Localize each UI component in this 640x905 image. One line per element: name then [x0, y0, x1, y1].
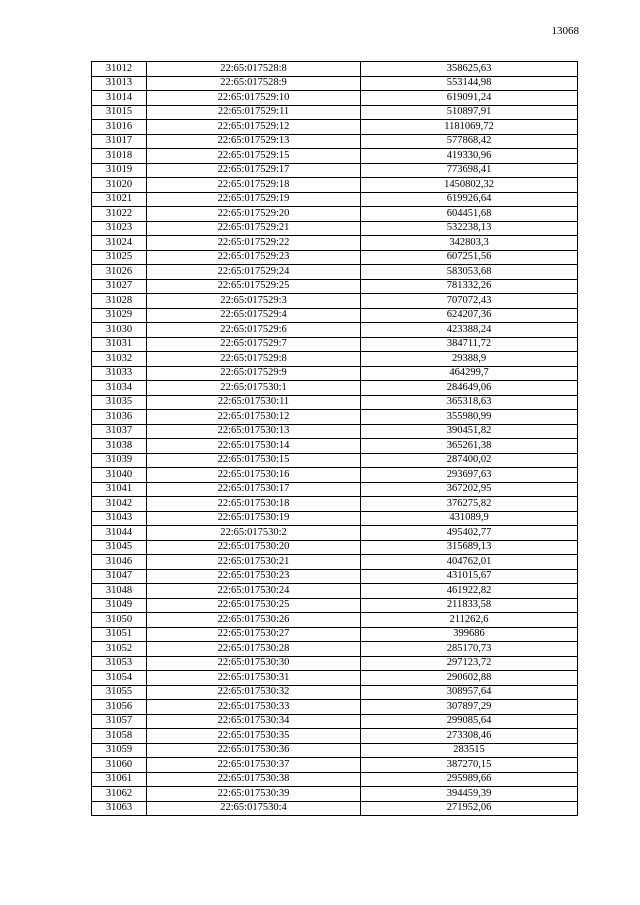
cadastral-number-cell: 22:65:017530:39 [147, 787, 361, 802]
cadastral-number-cell: 22:65:017530:25 [147, 598, 361, 613]
table-row [92, 729, 578, 744]
cadastral-number-cell: 22:65:017530:34 [147, 714, 361, 729]
table-row [92, 482, 578, 497]
cadastral-value-cell: 781332,26 [361, 279, 578, 294]
cadastral-value-cell: 358625,63 [361, 62, 578, 77]
cadastral-value-cell: 387270,15 [361, 758, 578, 773]
row-number-cell: 31047 [92, 569, 147, 584]
cadastral-number-cell: 22:65:017530:2 [147, 526, 361, 541]
cadastral-number-cell: 22:65:017529:10 [147, 91, 361, 106]
table-row [92, 250, 578, 265]
cadastral-value-cell: 619091,24 [361, 91, 578, 106]
cadastral-value-cell: 464299,7 [361, 366, 578, 381]
row-number-cell: 31022 [92, 207, 147, 222]
cadastral-number-cell: 22:65:017529:13 [147, 134, 361, 149]
cadastral-number-cell: 22:65:017530:32 [147, 685, 361, 700]
row-number-cell: 31024 [92, 236, 147, 251]
page-number: 13068 [551, 25, 579, 37]
cadastral-value-cell: 273308,46 [361, 729, 578, 744]
table-row [92, 497, 578, 512]
cadastral-number-cell: 22:65:017529:21 [147, 221, 361, 236]
cadastral-value-cell: 419330,96 [361, 149, 578, 164]
cadastral-number-cell: 22:65:017529:11 [147, 105, 361, 120]
row-number-cell: 31061 [92, 772, 147, 787]
table-row [92, 642, 578, 657]
row-number-cell: 31056 [92, 700, 147, 715]
row-number-cell: 31023 [92, 221, 147, 236]
table-row [92, 207, 578, 222]
table-row [92, 381, 578, 396]
row-number-cell: 31035 [92, 395, 147, 410]
cadastral-number-cell: 22:65:017530:35 [147, 729, 361, 744]
row-number-cell: 31048 [92, 584, 147, 599]
cadastral-value-cell: 211262,6 [361, 613, 578, 628]
row-number-cell: 31042 [92, 497, 147, 512]
cadastral-number-cell: 22:65:017529:3 [147, 294, 361, 309]
cadastral-number-cell: 22:65:017530:26 [147, 613, 361, 628]
cadastral-value-cell: 394459,39 [361, 787, 578, 802]
row-number-cell: 31034 [92, 381, 147, 396]
table-row [92, 366, 578, 381]
cadastral-value-cell: 604451,68 [361, 207, 578, 222]
row-number-cell: 31050 [92, 613, 147, 628]
cadastral-value-cell: 510897,91 [361, 105, 578, 120]
table-row [92, 627, 578, 642]
cadastral-number-cell: 22:65:017529:22 [147, 236, 361, 251]
cadastral-value-cell: 293697,63 [361, 468, 578, 483]
cadastral-value-table [91, 61, 578, 816]
table-row [92, 511, 578, 526]
cadastral-number-cell: 22:65:017529:15 [147, 149, 361, 164]
table-row [92, 714, 578, 729]
table-body [92, 62, 578, 816]
cadastral-value-cell: 431015,67 [361, 569, 578, 584]
cadastral-number-cell: 22:65:017530:18 [147, 497, 361, 512]
table-row [92, 105, 578, 120]
table-row [92, 221, 578, 236]
cadastral-number-cell: 22:65:017529:8 [147, 352, 361, 367]
table-row [92, 801, 578, 816]
table-row [92, 468, 578, 483]
cadastral-number-cell: 22:65:017530:19 [147, 511, 361, 526]
cadastral-number-cell: 22:65:017530:27 [147, 627, 361, 642]
cadastral-number-cell: 22:65:017529:4 [147, 308, 361, 323]
cadastral-value-cell: 29388,9 [361, 352, 578, 367]
table-row [92, 178, 578, 193]
row-number-cell: 31055 [92, 685, 147, 700]
row-number-cell: 31057 [92, 714, 147, 729]
table-row [92, 279, 578, 294]
cadastral-value-cell: 284649,06 [361, 381, 578, 396]
cadastral-value-cell: 367202,95 [361, 482, 578, 497]
row-number-cell: 31027 [92, 279, 147, 294]
cadastral-value-cell: 532238,13 [361, 221, 578, 236]
cadastral-number-cell: 22:65:017530:1 [147, 381, 361, 396]
cadastral-value-cell: 553144,98 [361, 76, 578, 91]
cadastral-number-cell: 22:65:017529:12 [147, 120, 361, 135]
cadastral-number-cell: 22:65:017530:36 [147, 743, 361, 758]
row-number-cell: 31015 [92, 105, 147, 120]
cadastral-value-cell: 404762,01 [361, 555, 578, 570]
row-number-cell: 31041 [92, 482, 147, 497]
cadastral-number-cell: 22:65:017529:9 [147, 366, 361, 381]
table-row [92, 424, 578, 439]
table-row [92, 265, 578, 280]
cadastral-number-cell: 22:65:017530:31 [147, 671, 361, 686]
table-row [92, 134, 578, 149]
cadastral-number-cell: 22:65:017529:18 [147, 178, 361, 193]
cadastral-number-cell: 22:65:017530:37 [147, 758, 361, 773]
row-number-cell: 31051 [92, 627, 147, 642]
cadastral-number-cell: 22:65:017530:4 [147, 801, 361, 816]
cadastral-number-cell: 22:65:017529:7 [147, 337, 361, 352]
row-number-cell: 31021 [92, 192, 147, 207]
table-row [92, 540, 578, 555]
cadastral-value-cell: 285170,73 [361, 642, 578, 657]
table-row [92, 62, 578, 77]
cadastral-number-cell: 22:65:017529:17 [147, 163, 361, 178]
cadastral-value-cell: 355980,99 [361, 410, 578, 425]
cadastral-value-cell: 607251,56 [361, 250, 578, 265]
cadastral-number-cell: 22:65:017528:9 [147, 76, 361, 91]
table-row [92, 163, 578, 178]
row-number-cell: 31044 [92, 526, 147, 541]
row-number-cell: 31012 [92, 62, 147, 77]
cadastral-value-cell: 624207,36 [361, 308, 578, 323]
table-row [92, 743, 578, 758]
table-row [92, 569, 578, 584]
cadastral-number-cell: 22:65:017530:13 [147, 424, 361, 439]
cadastral-number-cell: 22:65:017529:25 [147, 279, 361, 294]
table-row [92, 526, 578, 541]
table-row [92, 120, 578, 135]
row-number-cell: 31016 [92, 120, 147, 135]
row-number-cell: 31045 [92, 540, 147, 555]
table-row [92, 656, 578, 671]
row-number-cell: 31054 [92, 671, 147, 686]
row-number-cell: 31025 [92, 250, 147, 265]
table-row [92, 149, 578, 164]
row-number-cell: 31052 [92, 642, 147, 657]
table-row [92, 700, 578, 715]
cadastral-number-cell: 22:65:017530:38 [147, 772, 361, 787]
cadastral-value-cell: 619926,64 [361, 192, 578, 207]
cadastral-number-cell: 22:65:017530:11 [147, 395, 361, 410]
row-number-cell: 31031 [92, 337, 147, 352]
cadastral-value-cell: 495402,77 [361, 526, 578, 541]
cadastral-value-cell: 707072,43 [361, 294, 578, 309]
cadastral-number-cell: 22:65:017530:15 [147, 453, 361, 468]
row-number-cell: 31053 [92, 656, 147, 671]
cadastral-value-cell: 376275,82 [361, 497, 578, 512]
cadastral-value-cell: 299085,64 [361, 714, 578, 729]
row-number-cell: 31013 [92, 76, 147, 91]
cadastral-number-cell: 22:65:017530:16 [147, 468, 361, 483]
table-row [92, 453, 578, 468]
row-number-cell: 31039 [92, 453, 147, 468]
cadastral-value-cell: 399686 [361, 627, 578, 642]
cadastral-value-cell: 1181069,72 [361, 120, 578, 135]
cadastral-number-cell: 22:65:017530:33 [147, 700, 361, 715]
cadastral-value-cell: 307897,29 [361, 700, 578, 715]
cadastral-value-cell: 423388,24 [361, 323, 578, 338]
cadastral-value-cell: 461922,82 [361, 584, 578, 599]
cadastral-number-cell: 22:65:017530:20 [147, 540, 361, 555]
row-number-cell: 31060 [92, 758, 147, 773]
cadastral-value-cell: 283515 [361, 743, 578, 758]
cadastral-number-cell: 22:65:017528:8 [147, 62, 361, 77]
cadastral-value-cell: 384711,72 [361, 337, 578, 352]
row-number-cell: 31037 [92, 424, 147, 439]
row-number-cell: 31040 [92, 468, 147, 483]
cadastral-number-cell: 22:65:017530:12 [147, 410, 361, 425]
cadastral-value-cell: 390451,82 [361, 424, 578, 439]
cadastral-value-cell: 315689,13 [361, 540, 578, 555]
table-row [92, 555, 578, 570]
cadastral-number-cell: 22:65:017529:6 [147, 323, 361, 338]
cadastral-value-cell: 211833,58 [361, 598, 578, 613]
cadastral-value-cell: 290602,88 [361, 671, 578, 686]
table-row [92, 337, 578, 352]
row-number-cell: 31049 [92, 598, 147, 613]
row-number-cell: 31018 [92, 149, 147, 164]
cadastral-value-cell: 577868,42 [361, 134, 578, 149]
row-number-cell: 31043 [92, 511, 147, 526]
table-row [92, 584, 578, 599]
row-number-cell: 31058 [92, 729, 147, 744]
row-number-cell: 31059 [92, 743, 147, 758]
table-row [92, 294, 578, 309]
table-row [92, 787, 578, 802]
table-row [92, 685, 578, 700]
cadastral-number-cell: 22:65:017530:30 [147, 656, 361, 671]
cadastral-value-cell: 1450802,32 [361, 178, 578, 193]
row-number-cell: 31046 [92, 555, 147, 570]
cadastral-value-cell: 287400,02 [361, 453, 578, 468]
row-number-cell: 31036 [92, 410, 147, 425]
table-row [92, 613, 578, 628]
row-number-cell: 31033 [92, 366, 147, 381]
cadastral-value-cell: 297123,72 [361, 656, 578, 671]
cadastral-value-cell: 773698,41 [361, 163, 578, 178]
row-number-cell: 31014 [92, 91, 147, 106]
table-row [92, 91, 578, 106]
row-number-cell: 31019 [92, 163, 147, 178]
cadastral-number-cell: 22:65:017530:17 [147, 482, 361, 497]
cadastral-number-cell: 22:65:017530:21 [147, 555, 361, 570]
cadastral-value-cell: 342803,3 [361, 236, 578, 251]
cadastral-value-cell: 271952,06 [361, 801, 578, 816]
cadastral-number-cell: 22:65:017529:20 [147, 207, 361, 222]
table-row [92, 323, 578, 338]
table-row [92, 76, 578, 91]
cadastral-number-cell: 22:65:017529:19 [147, 192, 361, 207]
row-number-cell: 31017 [92, 134, 147, 149]
cadastral-number-cell: 22:65:017530:23 [147, 569, 361, 584]
table-row [92, 192, 578, 207]
table-row [92, 758, 578, 773]
cadastral-number-cell: 22:65:017529:24 [147, 265, 361, 280]
row-number-cell: 31062 [92, 787, 147, 802]
table-row [92, 410, 578, 425]
row-number-cell: 31026 [92, 265, 147, 280]
row-number-cell: 31038 [92, 439, 147, 454]
cadastral-value-cell: 295989,66 [361, 772, 578, 787]
table-row [92, 671, 578, 686]
cadastral-number-cell: 22:65:017530:28 [147, 642, 361, 657]
row-number-cell: 31063 [92, 801, 147, 816]
cadastral-number-cell: 22:65:017530:24 [147, 584, 361, 599]
table-row [92, 598, 578, 613]
row-number-cell: 31029 [92, 308, 147, 323]
table-row [92, 395, 578, 410]
cadastral-value-cell: 365318,63 [361, 395, 578, 410]
row-number-cell: 31030 [92, 323, 147, 338]
cadastral-value-cell: 431089,9 [361, 511, 578, 526]
table-row [92, 236, 578, 251]
cadastral-value-cell: 583053,68 [361, 265, 578, 280]
cadastral-value-cell: 308957,64 [361, 685, 578, 700]
row-number-cell: 31020 [92, 178, 147, 193]
cadastral-value-cell: 365261,38 [361, 439, 578, 454]
cadastral-number-cell: 22:65:017529:23 [147, 250, 361, 265]
table-row [92, 439, 578, 454]
cadastral-number-cell: 22:65:017530:14 [147, 439, 361, 454]
table-row [92, 308, 578, 323]
table-row [92, 352, 578, 367]
table-row [92, 772, 578, 787]
row-number-cell: 31032 [92, 352, 147, 367]
row-number-cell: 31028 [92, 294, 147, 309]
